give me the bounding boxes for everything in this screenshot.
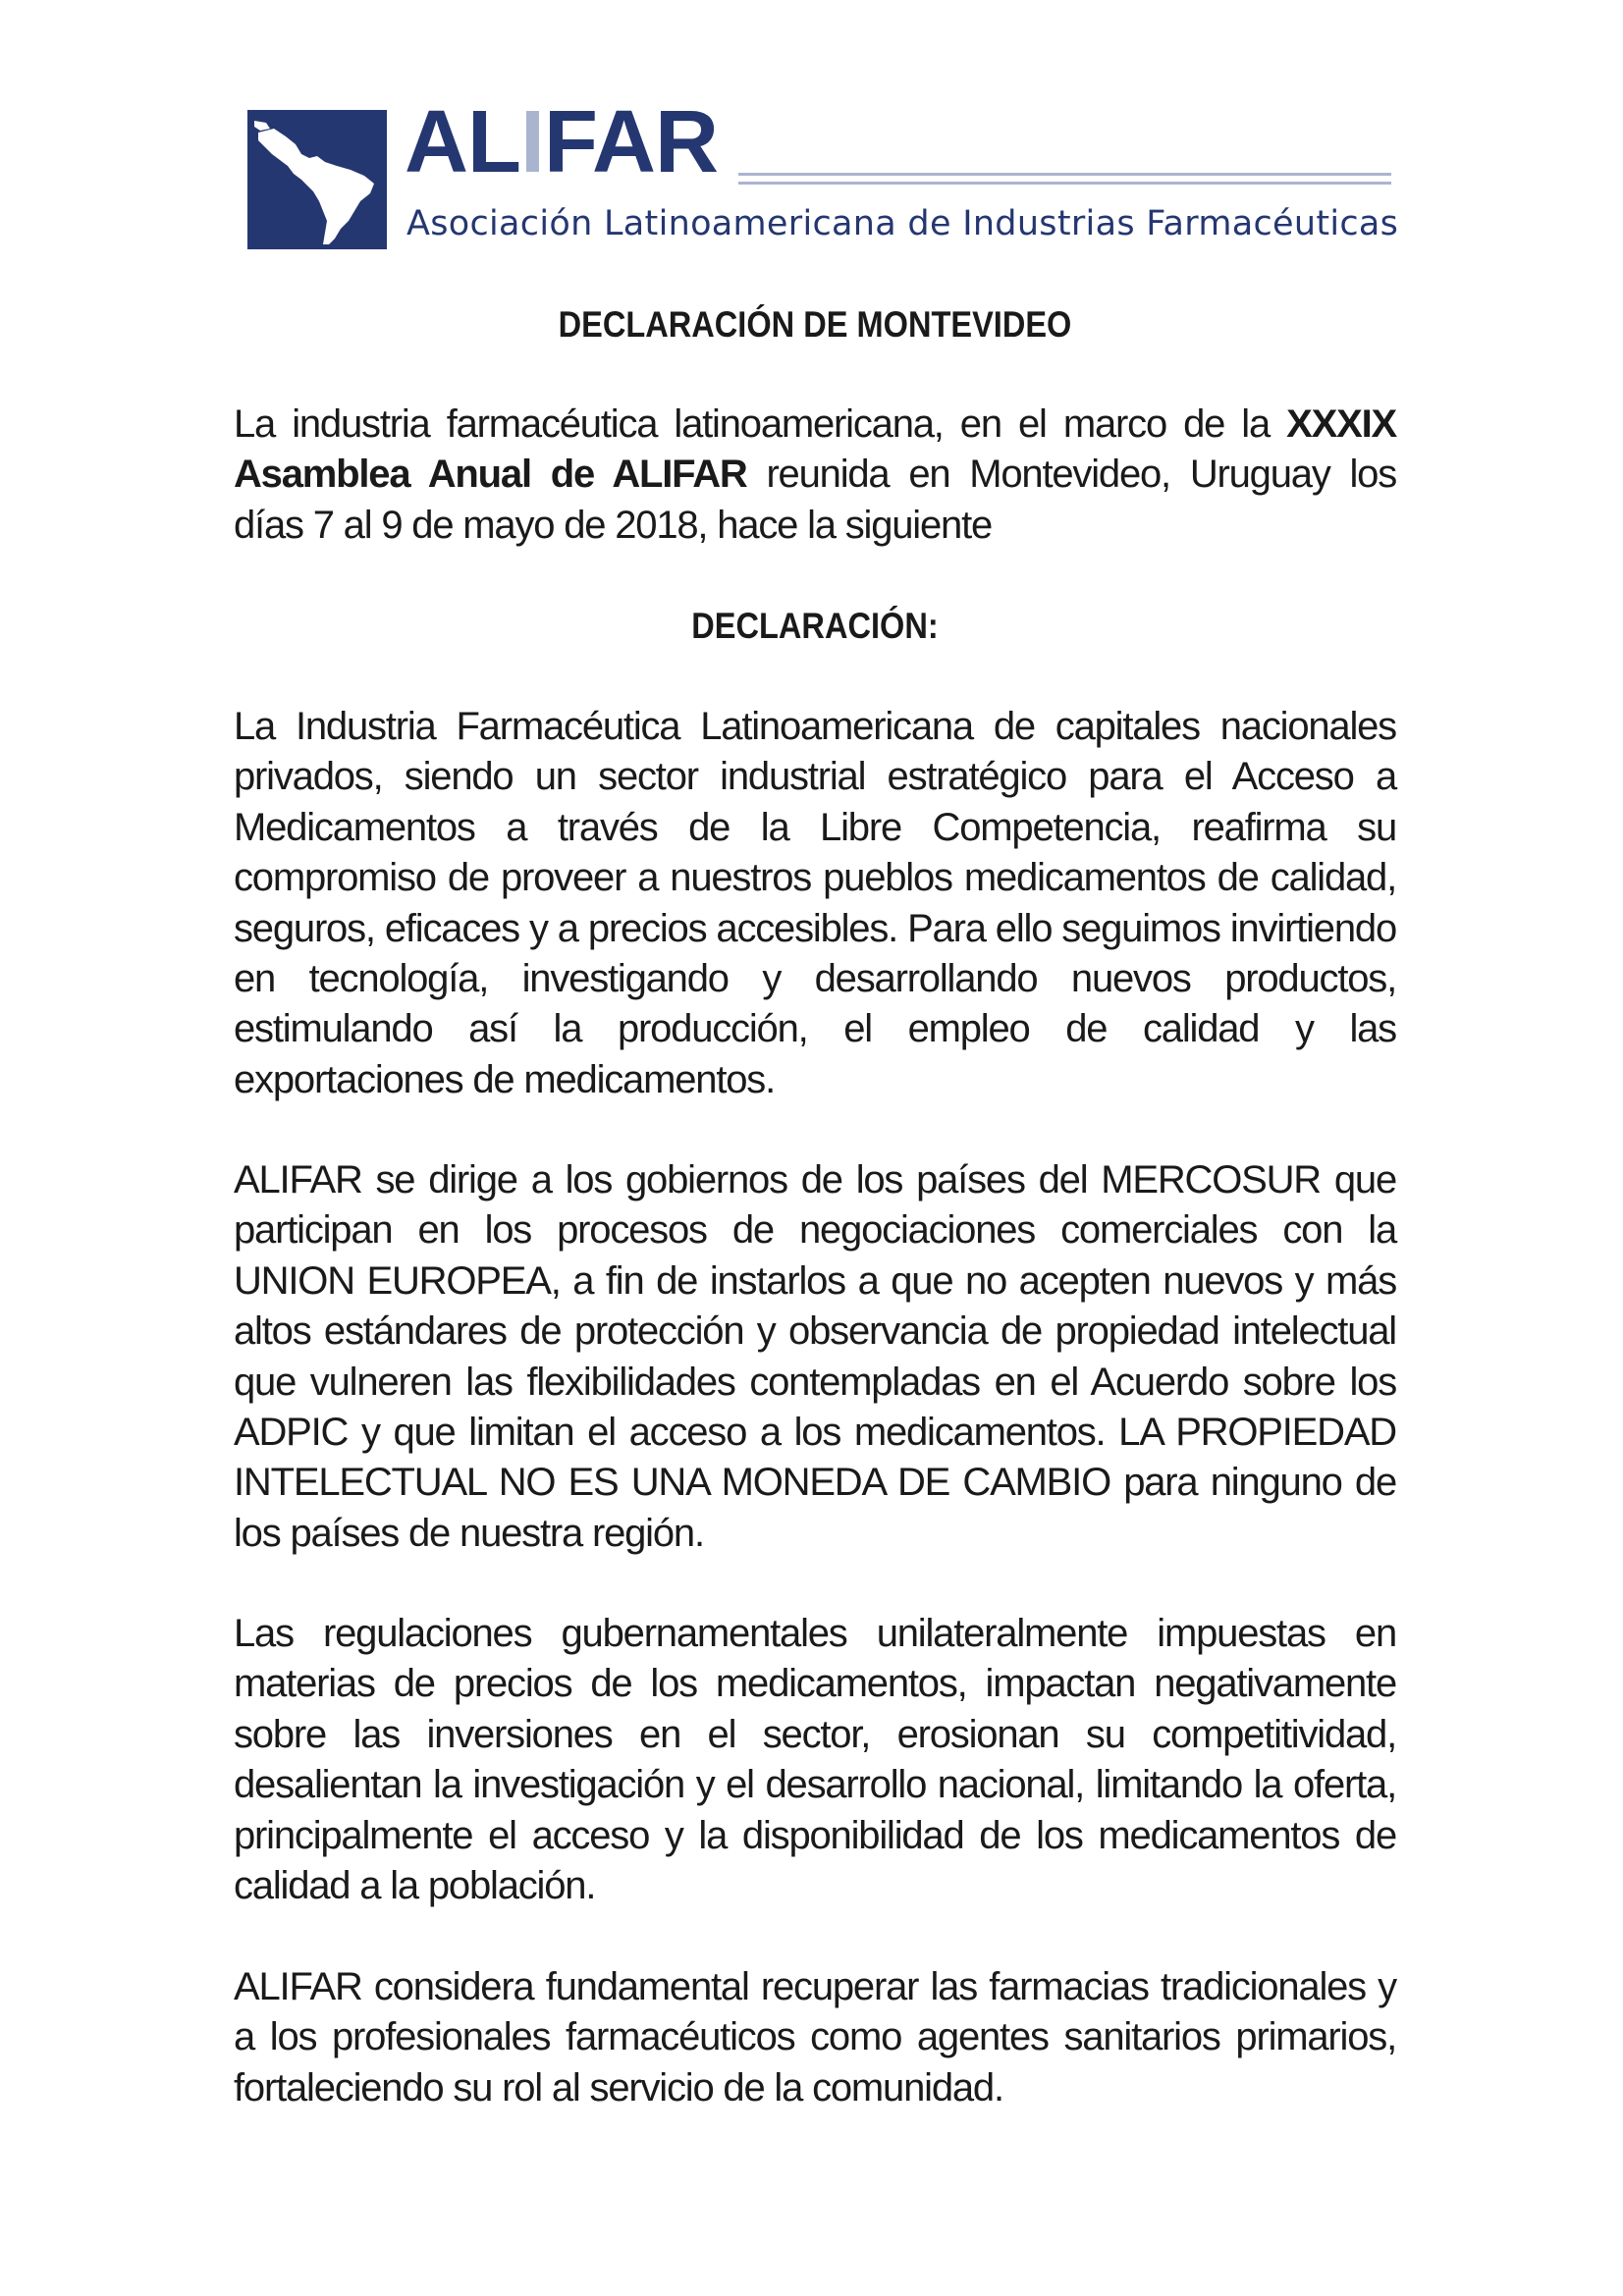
- paragraph-regulations: Las regulaciones gubernamentales unilateralmente impuestas en materias de precios de los medicamentos, impactan negativamente sobre las inversiones en el sector, erosionan su competitividad, desalientan la investigación y el desarrollo nacional, limitando la oferta, principalmente el acceso y la disponibilidad de los medicamentos de calidad a la población.: [234, 1612, 1396, 1908]
- letterhead: [247, 93, 1399, 249]
- brand-name-part1: AL: [405, 93, 520, 191]
- brand-rule: [738, 173, 1391, 185]
- paragraph-mercosur: ALIFAR se dirige a los gobiernos de los países del MERCOSUR que participan en los procesos de negociaciones comerciales con la UNION EUROPEA, a fin de instarlos a que no acepten nuevos y más altos estándares de protección y observancia de propiedad intelectual que vulneren las flexibilidades contempladas en el Acuerdo sobre los ADPIC y que limitan el acceso a los medicamentos. LA PROPIEDAD INTELECTUAL NO ES UNA MONEDA DE CAMBIO para ninguno de los países de nuestra región.: [234, 1158, 1396, 1555]
- brand-subtitle: Asociación Latinoamericana de Industrias Farmacéuticas: [406, 204, 1399, 243]
- declaration-heading: DECLARACIÓN:: [691, 606, 939, 646]
- intro-paragraph: [234, 400, 1396, 551]
- paragraph-commitment: La Industria Farmacéutica Latinoamericana de capitales nacionales privados, siendo un sector industrial estratégico para el Acceso a Medicamentos a través de la Libre Competencia, reafirma su compromiso de proveer a nuestros pueblos medicamentos de calidad, seguros, eficaces y a precios accesibles. Para ello seguimos invirtiendo en tecnología, investigando y desarrollando nuevos productos, estimulando así la producción, el empleo de calidad y las exportaciones de medicamentos.: [234, 705, 1396, 1101]
- intro-text-before: La industria farmacéutica latinoamericana, en el marco de la: [234, 402, 1287, 446]
- document-title: DECLARACIÓN DE MONTEVIDEO: [558, 304, 1072, 345]
- logo: [247, 110, 387, 249]
- intro-bold: XXXIX Asamblea Anual de ALIFAR: [234, 402, 1396, 497]
- brand-name-part2: I: [519, 93, 544, 191]
- brand-name-part3: FAR: [544, 93, 718, 191]
- brand-name: [405, 92, 718, 193]
- intro-text-after: reunida en Montevideo, Uruguay los días 7 al 9 de mayo de 2018, hace la siguiente: [234, 453, 1396, 547]
- latin-america-map-icon: [252, 115, 382, 244]
- paragraph-pharmacies: ALIFAR considera fundamental recuperar las farmacias tradicionales y a los profesionales farmacéuticos como agentes sanitarios primarios, fortaleciendo su rol al servicio de la comunidad.: [234, 1965, 1396, 2109]
